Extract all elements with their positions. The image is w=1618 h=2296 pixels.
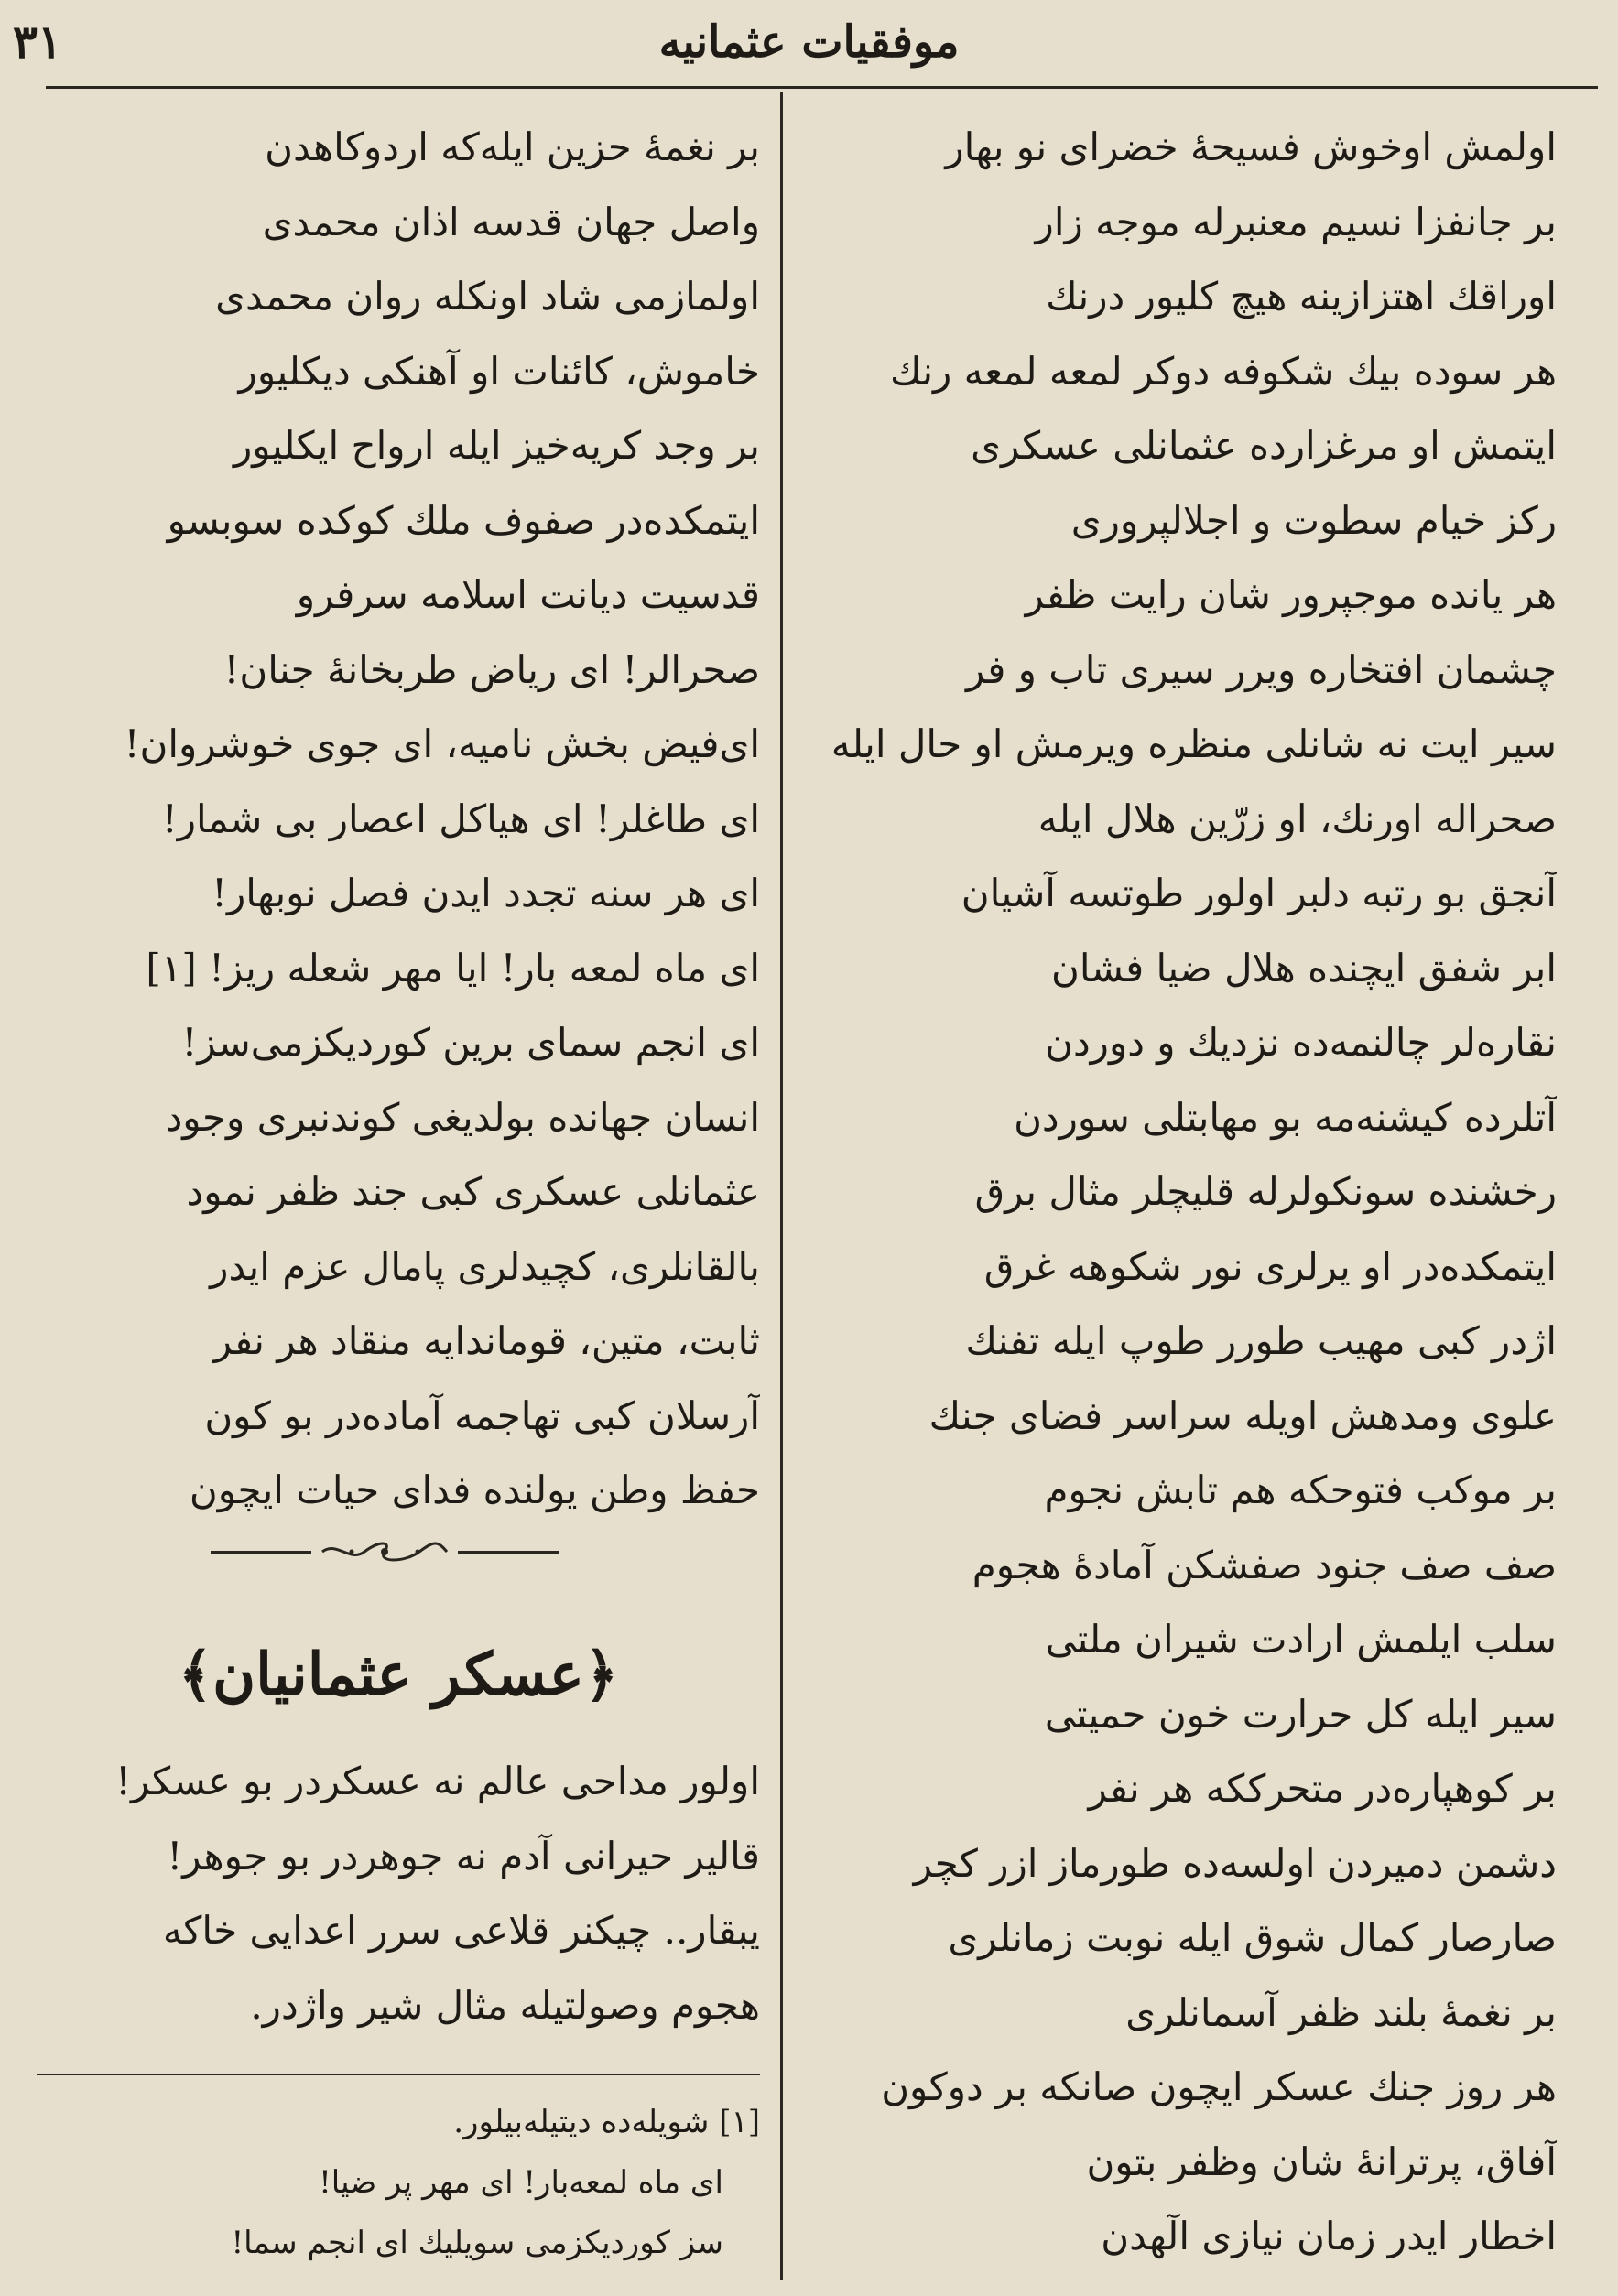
header-rule (46, 86, 1598, 89)
verse-line: دشمن دميردن اولسه‌ده طورماز ازر كچر (913, 1840, 1557, 1886)
ornament-rule-left (211, 1551, 311, 1554)
verse-line: هر يانده موجپرور شان رايت ظفر (1025, 572, 1557, 617)
verse-line: آتلرده كيشنه‌مه بو مهابتلی سوردن (1014, 1094, 1557, 1140)
verse-line: هر سوده بيك شكوفه دوكر لمعه لمعه رنك (889, 348, 1557, 394)
verse-line: صحراله اورنك، او زرّين هلال ايله (1037, 796, 1557, 841)
page-header (0, 0, 1618, 84)
verse-line: حفظ وطن يولنده فدای حيات ايچون (189, 1467, 760, 1512)
footnotes (37, 2092, 760, 2273)
left-column-poem (37, 110, 760, 1528)
running-title: موفقيات عثمانيه (658, 16, 960, 68)
verse-line: آرسلان كبی تهاجمه آماده‌در بو كون (204, 1392, 760, 1438)
verse-line: هجوم وصولتيله مثال شير واژدر. (250, 1982, 760, 2028)
verse-line: صف صف جنود صفشكن آمادهٔ هجوم (972, 1542, 1557, 1587)
verse-line: خاموش، كائنات او آهنكی ديكليور (238, 348, 760, 394)
verse-line: اولمش اوخوش فسيحهٔ خضرای نو بهار (945, 125, 1557, 169)
verse-line: ای هر سنه تجدد ايدن فصل نوبهار! (212, 871, 760, 915)
verse-line: بر كوهپاره‌در متحرككه هر نفر (1088, 1766, 1557, 1811)
verse-line: بالقانلری، كچيدلری پامال عزم ايدر (210, 1243, 760, 1289)
column-divider (780, 92, 783, 2280)
verse-line: آفاق، پرترانهٔ شان وظفر بتون (1086, 2139, 1557, 2184)
verse-line: نقاره‌لر چالنمه‌ده نزديك و دوردن (1045, 1020, 1557, 1065)
verse-line: قالير حيرانی آدم نه جوهردر بو جوهر! (167, 1833, 760, 1879)
verse-line: يبقار.. چيكنر قلاعی سرر اعدايی خاكه (162, 1908, 760, 1953)
footnote-rule (37, 2074, 760, 2075)
verse-line: اولمازمی شاد اونكله روان محمدی (215, 274, 760, 319)
verse-line: سلب ايلمش ارادت شيران ملتی (1045, 1617, 1557, 1662)
verse-line: ای ماه لمعه بار! ايا مهر شعله ريز! [١] (146, 945, 760, 991)
verse-line: صحرالر! ای رياض طربخانهٔ جنان! (223, 646, 760, 692)
verse-line: ابر شفق ايچنده هلال ضيا فشان (1051, 945, 1557, 991)
ornament-rule-right (458, 1551, 559, 1554)
verse-line: صارصار كمال شوق ايله نوبت زمانلری (948, 1915, 1557, 1960)
verse-line: رخشنده سونكولرله قليچلر مثال برق (974, 1169, 1557, 1214)
verse-line: اخطار ايدر زمان نيازی الٓهدن (1101, 2214, 1557, 2258)
verse-line: قدسيت ديانت اسلامه سرفرو (296, 572, 760, 617)
verse-line: علوی ومدهش اويله سراسر فضای جنك (928, 1392, 1557, 1438)
left-column-second-poem (37, 1744, 760, 2042)
verse-line: بر جانفزا نسيم معنبرله موجه زار (1035, 199, 1557, 244)
verse-line: سير ايله كل حرارت خون حميتی (1044, 1691, 1557, 1737)
section-title: ﴿عسكر عثمانيان﴾ (178, 1641, 619, 1709)
verse-line: آنجق بو رتبه دلبر اولور طوتسه آشيان (961, 871, 1557, 915)
verse-line: ايتمش او مرغزارده عثمانلی عسكری (971, 423, 1557, 468)
verse-line: بر نغمهٔ بلند ظفر آسمانلری (1125, 1989, 1557, 2035)
verse-line: انسان جهانده بولديغی كوندنبری وجود (165, 1094, 760, 1140)
verse-line: بر نغمهٔ حزين ايله‌كه اردوكاهدن (265, 125, 760, 169)
right-column-poem (806, 110, 1557, 2274)
verse-line: بر وجد كريه‌خيز ايله ارواح ايكليور (233, 423, 760, 468)
verse-line: ايتمكده‌در صفوف ملك كوكده سوبسو (167, 497, 760, 543)
verse-line: ركز خيام سطوت و اجلالپروری (1070, 497, 1557, 543)
verse-line: واصل جهان قدسه اذان محمدی (262, 199, 760, 244)
verse-line: بر موكب فتوحكه هم تابش نجوم (1044, 1467, 1557, 1512)
page-number: ٣١ (13, 15, 62, 69)
verse-line: چشمان افتخاره ويرر سيری تاب و فر (966, 646, 1557, 692)
verse-line: ايتمكده‌در او يرلری نور شكوهه غرق (983, 1243, 1557, 1289)
flourish-ornament-icon (319, 1539, 451, 1565)
verse-line: ای طاغلر! ای هياكل اعصار بی شمار! (161, 796, 760, 841)
verse-line: ثابت، متين، قوماندايه منقاد هر نفر (212, 1318, 760, 1363)
verse-line: اولور مداحی عالم نه عسكردر بو عسكر! (115, 1759, 760, 1803)
footnote-line: ای ماه لمعه‌بار! ای مهر پر ضيا! (319, 2164, 723, 2201)
verse-line: ای‌فيض بخش ناميه، ای جوی خوشروان! (124, 721, 760, 766)
ornament-divider (211, 1533, 559, 1570)
verse-line: اژدر كبی مهيب طورر طوپ ايله تفنك (965, 1318, 1557, 1363)
verse-line: سير ايت نه شانلی منظره ويرمش او حال ايله (831, 721, 1557, 766)
footnote-line: [١] شويله‌ده ديتيله‌بيلور. (453, 2104, 760, 2140)
verse-line: اوراقك اهتزازينه هيچ كليور درنك (1046, 274, 1557, 319)
verse-line: عثمانلی عسكری كبی جند ظفر نمود (186, 1169, 760, 1214)
verse-line: هر روز جنك عسكر ايچون صانكه بر دوكون (881, 2064, 1557, 2109)
footnote-line: سز كورديكزمی سويليك ای انجم سما! (231, 2225, 723, 2261)
verse-line: ای انجم سمای برين كورديكزمی‌سز! (181, 1020, 760, 1065)
